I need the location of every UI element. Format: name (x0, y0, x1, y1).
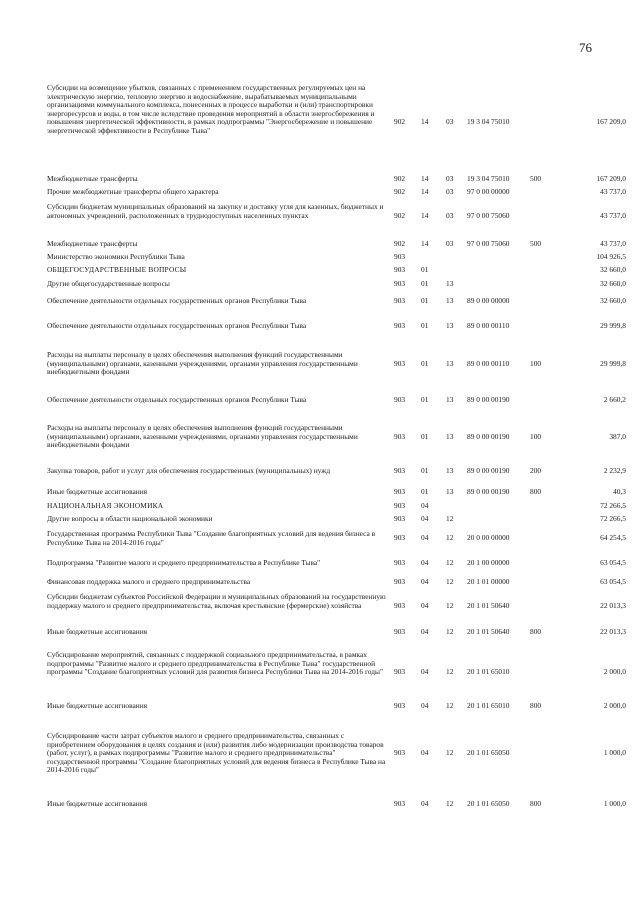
section-code: 01 (421, 279, 429, 288)
target-article-code: 89 0 00 00190 (467, 466, 510, 475)
amount-value: 43 737,0 (600, 239, 626, 248)
amount-value: 63 054,5 (600, 577, 626, 586)
ministry-code: 903 (394, 466, 406, 475)
row-description: Межбюджетные трансферты (47, 174, 138, 183)
amount-value: 2 000,0 (603, 667, 626, 677)
table-row (0, 628, 640, 637)
section-code: 01 (421, 265, 429, 274)
table-row (0, 240, 640, 249)
row-description: Субсидирование мероприятий, связанных с поддержкой социального предпринимательства, в рамках подпрограммы "Развитие малого и среднего предпринимательства в Республике Тыва" государственной программы "Создание благоприятных условий для развития бизнеса Республики Тыва на 2014-2016 годы" (47, 650, 384, 677)
ministry-code: 902 (394, 210, 406, 220)
expense-type-code: 800 (530, 627, 542, 636)
ministry-code: 903 (394, 558, 406, 567)
subsection-code: 13 (446, 487, 454, 496)
section-code: 04 (421, 701, 429, 710)
row-description: Иные бюджетные ассигнования (47, 487, 148, 496)
row-description: Иные бюджетные ассигнования (47, 627, 148, 636)
expense-type-code: 800 (530, 701, 542, 710)
subsection-code: 03 (446, 174, 454, 183)
expense-type-code: 800 (530, 487, 542, 496)
amount-value: 2 232,9 (603, 466, 626, 475)
section-code: 04 (421, 577, 429, 586)
subsection-code: 13 (446, 466, 454, 475)
target-article-code: 97 0 00 75060 (467, 239, 510, 248)
target-article-code: 20 1 01 50640 (467, 627, 510, 636)
amount-value: 72 266,5 (600, 501, 626, 510)
section-code: 04 (421, 667, 429, 677)
row-description: Субсидии на возмещение убытков, связанных с применением государственных регулируемых цен на электрическую энергию, тепловую энергию и водоснабжение, вырабатываемых муниципальными организациями коммунального комплекса, понесенных в процессе выработки и (или) транспортировки энергоресурсов и воды, в том числе вследствие проведения мероприятий в области энергосбережения и повышения энергетической эффективности, в рамках подпрограммы "Энергосбережение и повышение энергетической эффективности в Республике Тыва" (47, 83, 375, 135)
table-row (0, 253, 640, 262)
page-number: 76 (579, 40, 592, 55)
table-row (0, 351, 640, 377)
amount-value: 22 013,3 (600, 627, 626, 636)
row-description: Прочие межбюджетные трансферты общего характера (47, 187, 219, 196)
subsection-code: 13 (446, 358, 454, 368)
row-description: Иные бюджетные ассигнования (47, 799, 148, 808)
target-article-code: 20 1 01 65010 (467, 667, 510, 677)
target-article-code: 20 1 01 00000 (467, 577, 510, 586)
table-row (0, 322, 640, 331)
table-row (0, 578, 640, 587)
row-description: Другие общегосударственные вопросы (47, 279, 170, 288)
row-description: Расходы на выплаты персоналу в целях обеспечения выполнения функций государственными (муниципальными) органами, казенными учреждениями, органами управления государственными внебюджетными фондами (47, 423, 358, 450)
ministry-code: 902 (394, 117, 406, 127)
table-row (0, 502, 640, 511)
row-description: Подпрограмма "Развитие малого и среднего предпринимательства в Республике Тыва" (47, 558, 321, 567)
table-row (0, 297, 640, 306)
ministry-code: 903 (394, 514, 406, 523)
section-code: 04 (421, 514, 429, 523)
target-article-code: 19 3 04 75010 (467, 117, 510, 127)
amount-value: 43 737,0 (600, 210, 626, 220)
ministry-code: 903 (394, 533, 406, 543)
section-code: 01 (421, 487, 429, 496)
ministry-code: 903 (394, 279, 406, 288)
target-article-code: 20 1 00 00000 (467, 558, 510, 567)
subsection-code: 03 (446, 239, 454, 248)
expense-type-code: 800 (530, 799, 542, 808)
row-description: Обеспечение деятельности отдельных государственных органов Республики Тыва (47, 321, 307, 330)
row-description: Обеспечение деятельности отдельных государственных органов Республики Тыва (47, 395, 307, 404)
amount-value: 29 999,8 (600, 358, 626, 368)
target-article-code: 89 0 00 00190 (467, 487, 510, 496)
section-code: 14 (421, 187, 429, 196)
ministry-code: 903 (394, 600, 406, 610)
ministry-code: 902 (394, 239, 406, 248)
target-article-code: 89 0 00 00000 (467, 296, 510, 305)
amount-value: 40,3 (613, 487, 626, 496)
table-row (0, 702, 640, 711)
subsection-code: 12 (446, 667, 454, 677)
section-code: 01 (421, 321, 429, 330)
table-row (0, 488, 640, 497)
ministry-code: 903 (394, 748, 406, 758)
target-article-code: 20 1 01 65010 (467, 701, 510, 710)
amount-value: 387,0 (609, 431, 626, 441)
row-description: Субсидирование части затрат субъектов малого и среднего предпринимательства, связанных с приобретением оборудования в целях создания и (или) развития либо модернизации производства товаров (работ, услуг), в рамках подпрограммы "Развитие малого и среднего предпринимательства" государственной программы "Создание благоприятных условий для ведения бизнеса в Республике Тыва на 2014-2016 годы" (47, 731, 386, 775)
row-description: Другие вопросы в области национальной экономики (47, 514, 213, 523)
table-row (0, 732, 640, 775)
section-code: 04 (421, 558, 429, 567)
amount-value: 2 660,2 (603, 395, 626, 404)
row-description: НАЦИОНАЛЬНАЯ ЭКОНОМИКА (47, 501, 164, 510)
ministry-code: 903 (394, 252, 406, 261)
row-description: Расходы на выплаты персоналу в целях обеспечения выполнения функций государственными (муниципальными) органами, казенными учреждениями, органами управления государственными внебюджетными фондами (47, 350, 358, 377)
amount-value: 22 013,3 (600, 600, 626, 610)
table-row (0, 559, 640, 568)
subsection-code: 13 (446, 431, 454, 441)
table-row (0, 175, 640, 184)
table-row (0, 530, 640, 547)
expense-type-code: 500 (530, 239, 542, 248)
table-row (0, 396, 640, 405)
ministry-code: 903 (394, 431, 406, 441)
expense-type-code: 200 (530, 466, 542, 475)
section-code: 01 (421, 466, 429, 475)
row-description: Субсидии бюджетам муниципальных образований на закупку и доставку угля для казенных, бюджетных и автономных учреждений, расположенных в труднодоступных населенных пунктах (47, 202, 384, 220)
table-row (0, 424, 640, 450)
section-code: 04 (421, 533, 429, 543)
ministry-code: 903 (394, 265, 406, 274)
table-row (0, 188, 640, 197)
table-row (0, 280, 640, 289)
section-code: 14 (421, 210, 429, 220)
section-code: 04 (421, 600, 429, 610)
target-article-code: 89 0 00 00190 (467, 431, 510, 441)
amount-value: 32 660,0 (600, 265, 626, 274)
subsection-code: 03 (446, 187, 454, 196)
section-code: 14 (421, 239, 429, 248)
subsection-code: 12 (446, 533, 454, 543)
target-article-code: 89 0 00 00110 (467, 358, 510, 368)
target-article-code: 97 0 00 75060 (467, 210, 510, 220)
row-description: Межбюджетные трансферты (47, 239, 138, 248)
table-row (0, 593, 640, 619)
section-code: 01 (421, 431, 429, 441)
ministry-code: 903 (394, 627, 406, 636)
amount-value: 32 660,0 (600, 279, 626, 288)
amount-value: 63 054,5 (600, 558, 626, 567)
ministry-code: 903 (394, 395, 406, 404)
subsection-code: 13 (446, 296, 454, 305)
subsection-code: 03 (446, 210, 454, 220)
ministry-code: 903 (394, 701, 406, 710)
amount-value: 72 266,5 (600, 514, 626, 523)
row-description: Субсидии бюджетам субъектов Российской Федерации и муниципальных образований на государственную поддержку малого и среднего предпринимательства, включая крестьянские (фермерские) хозяйства (47, 592, 386, 610)
subsection-code: 12 (446, 514, 454, 523)
section-code: 04 (421, 501, 429, 510)
ministry-code: 902 (394, 174, 406, 183)
subsection-code: 12 (446, 748, 454, 758)
section-code: 04 (421, 627, 429, 636)
ministry-code: 902 (394, 187, 406, 196)
table-row (0, 266, 640, 275)
section-code: 14 (421, 174, 429, 183)
ministry-code: 903 (394, 358, 406, 368)
amount-value: 1 000,0 (603, 799, 626, 808)
amount-value: 167 209,0 (596, 174, 626, 183)
target-article-code: 97 0 00 00000 (467, 187, 510, 196)
expense-type-code: 100 (530, 358, 542, 368)
amount-value: 104 926,5 (596, 252, 626, 261)
amount-value: 29 999,8 (600, 321, 626, 330)
target-article-code: 20 1 01 50640 (467, 600, 510, 610)
row-description: Иные бюджетные ассигнования (47, 701, 148, 710)
subsection-code: 12 (446, 627, 454, 636)
subsection-code: 13 (446, 321, 454, 330)
subsection-code: 12 (446, 577, 454, 586)
ministry-code: 903 (394, 487, 406, 496)
subsection-code: 12 (446, 701, 454, 710)
row-description: ОБЩЕГОСУДАРСТВЕННЫЕ ВОПРОСЫ (47, 265, 187, 274)
section-code: 14 (421, 117, 429, 127)
target-article-code: 20 1 01 65050 (467, 799, 510, 808)
row-description: Министерство экономики Республики Тыва (47, 252, 185, 261)
amount-value: 2 000,0 (603, 701, 626, 710)
target-article-code: 20 1 01 65050 (467, 748, 510, 758)
target-article-code: 19 3 04 75010 (467, 174, 510, 183)
amount-value: 167 209,0 (596, 117, 626, 127)
ministry-code: 903 (394, 667, 406, 677)
table-row (0, 84, 640, 161)
amount-value: 32 660,0 (600, 296, 626, 305)
section-code: 04 (421, 799, 429, 808)
section-code: 01 (421, 395, 429, 404)
section-code: 01 (421, 358, 429, 368)
ministry-code: 903 (394, 501, 406, 510)
row-description: Закупка товаров, работ и услуг для обеспечения государственных (муниципальных) нужд (47, 466, 331, 475)
subsection-code: 12 (446, 558, 454, 567)
subsection-code: 12 (446, 799, 454, 808)
expense-type-code: 100 (530, 431, 542, 441)
subsection-code: 12 (446, 600, 454, 610)
amount-value: 1 000,0 (603, 748, 626, 758)
target-article-code: 89 0 00 00110 (467, 321, 510, 330)
amount-value: 64 254,5 (600, 533, 626, 543)
table-row (0, 800, 640, 809)
ministry-code: 903 (394, 799, 406, 808)
row-description: Обеспечение деятельности отдельных государственных органов Республики Тыва (47, 296, 307, 305)
expense-type-code: 500 (530, 174, 542, 183)
table-row (0, 515, 640, 524)
subsection-code: 03 (446, 117, 454, 127)
table-row (0, 203, 640, 229)
row-description: Государственная программа Республики Тыва "Создание благоприятных условий для ведения бизнеса в Республике Тыва на 2014-2016 годы" (47, 529, 376, 547)
amount-value: 43 737,0 (600, 187, 626, 196)
row-description: Финансовая поддержка малого и среднего предпринимательства (47, 577, 251, 586)
section-code: 04 (421, 748, 429, 758)
table-row (0, 467, 640, 476)
subsection-code: 13 (446, 395, 454, 404)
table-row (0, 651, 640, 694)
ministry-code: 903 (394, 296, 406, 305)
ministry-code: 903 (394, 577, 406, 586)
section-code: 01 (421, 296, 429, 305)
subsection-code: 13 (446, 279, 454, 288)
target-article-code: 89 0 00 00190 (467, 395, 510, 404)
ministry-code: 903 (394, 321, 406, 330)
target-article-code: 20 0 00 00000 (467, 533, 510, 543)
